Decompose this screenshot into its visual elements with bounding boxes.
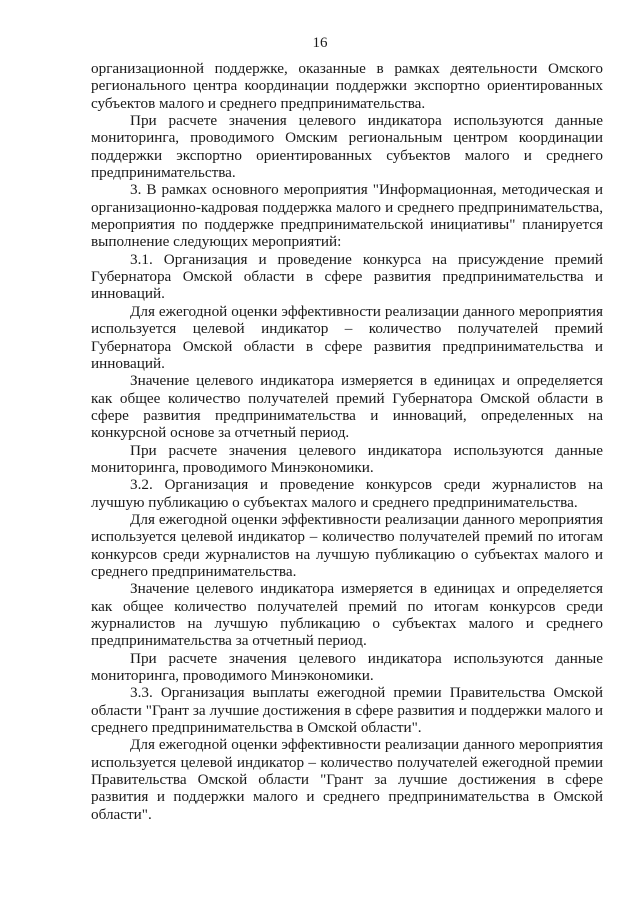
paragraph: При расчете значения целевого индикатора используются данные мониторинга, проводимого Омским региональным центром координации поддержки экспортно ориентированных субъектов малого и среднего предпринимательства. — [91, 112, 603, 182]
paragraph: При расчете значения целевого индикатора используются данные мониторинга, проводимого Минэкономики. — [91, 441, 603, 476]
paragraph: Значение целевого индикатора измеряется в единицах и определяется как общее количество получателей премий Губернатора Омской области в сфере развития предпринимательства и инноваций, определенных на конкурсной основе за отчетный период. — [91, 372, 603, 442]
page-number: 16 — [312, 35, 328, 51]
paragraph: 3.1. Организация и проведение конкурса на присуждение премий Губернатора Омской области в сфере развития предпринимательства и инноваций. — [91, 250, 603, 303]
paragraph: 3. В рамках основного мероприятия "Информационная, методическая и организационно-кадровая поддержка малого и среднего предпринимательства, мероприятия по поддержке предпринимательской инициативы" планируется выполнение следующих мероприятий: — [91, 181, 603, 251]
paragraph: Для ежегодной оценки эффективности реализации данного мероприятия используется целевой индикатор – количество получателей премий Губернатора Омской области в сфере развития предпринимательства и инноваций. — [91, 302, 603, 372]
paragraph: Для ежегодной оценки эффективности реализации данного мероприятия используется целевой индикатор – количество получателей ежегодной премии Правительства Омской области "Грант за лучшие достижения в сфере развития и поддержки малого и среднего предпринимательства в Омской области". — [91, 736, 603, 823]
paragraph: 3.3. Организация выплаты ежегодной премии Правительства Омской области "Грант за лучшие достижения в сфере развития и поддержки малого и среднего предпринимательства в Омской области". — [91, 684, 603, 737]
paragraph: При расчете значения целевого индикатора используются данные мониторинга, проводимого Минэкономики. — [91, 649, 603, 685]
paragraph: 3.2. Организация и проведение конкурсов среди журналистов на лучшую публикацию о субъектах малого и среднего предпринимательства. — [91, 476, 603, 511]
paragraph: Для ежегодной оценки эффективности реализации данного мероприятия используется целевой индикатор – количество получателей премий по итогам конкурсов среди журналистов на лучшую публикацию о субъектах малого и среднего предпринимательства. — [91, 510, 603, 580]
paragraph: организационной поддержке, оказанные в рамках деятельности Омского регионального центра координации поддержки экспортно ориентированных субъектов малого и среднего предпринимательства. — [91, 60, 603, 112]
paragraph: Значение целевого индикатора измеряется в единицах и определяется как общее количество получателей премий по итогам конкурсов среди журналистов на лучшую публикацию о субъектах малого и среднего предпринимательства за отчетный период. — [91, 580, 603, 650]
document-body — [91, 60, 603, 823]
